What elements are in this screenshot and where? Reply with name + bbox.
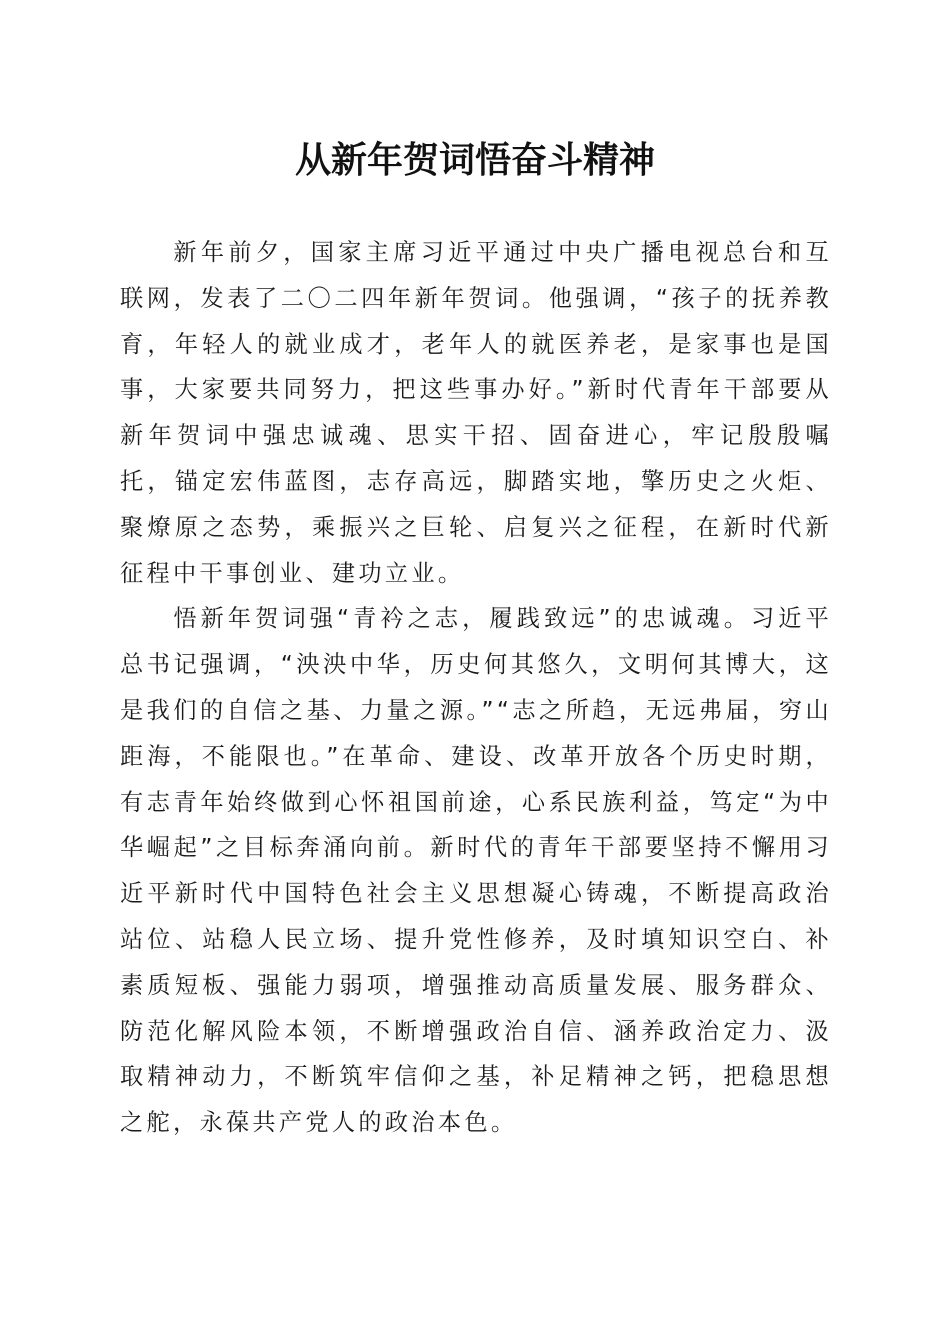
paragraph-2: 悟新年贺词强“青衿之志，履践致远”的忠诚魂。习近平总书记强调，“泱泱中华，历史何其悠久，文明何其博大，这是我们的自信之基、力量之源。”“志之所趋，无远弗届，穷山距海，不能限也。”在革命、建设、改革开放各个历史时期，有志青年始终做到心怀祖国前途，心系民族利益，笃定“为中华崛起”之目标奔涌向前。新时代的青年干部要坚持不懈用习近平新时代中国特色社会主义思想凝心铸魂，不断提高政治站位、站稳人民立场、提升党性修养，及时填知识空白、补素质短板、强能力弱项，增强推动高质量发展、服务群众、防范化解风险本领，不断增强政治自信、涵养政治定力、汲取精神动力，不断筑牢信仰之基，补足精神之钙，把稳思想之舵，永葆共产党人的政治本色。 xyxy=(120,605,832,1137)
document-body xyxy=(120,230,832,1146)
document-title: 从新年贺词悟奋斗精神 xyxy=(294,139,655,181)
paragraph-1: 新年前夕，国家主席习近平通过中央广播电视总台和互联网，发表了二〇二四年新年贺词。他强调，“孩子的抚养教育，年轻人的就业成才，老年人的就医养老，是家事也是国事，大家要共同努力，把这些事办好。”新时代青年干部要从新年贺词中强忠诚魂、思实干招、固奋进心，牢记殷殷嘱托，锚定宏伟蓝图，志存高远，脚踏实地，擎历史之火炬、聚燎原之态势，乘振兴之巨轮、启复兴之征程，在新时代新征程中干事创业、建功立业。 xyxy=(120,239,832,587)
